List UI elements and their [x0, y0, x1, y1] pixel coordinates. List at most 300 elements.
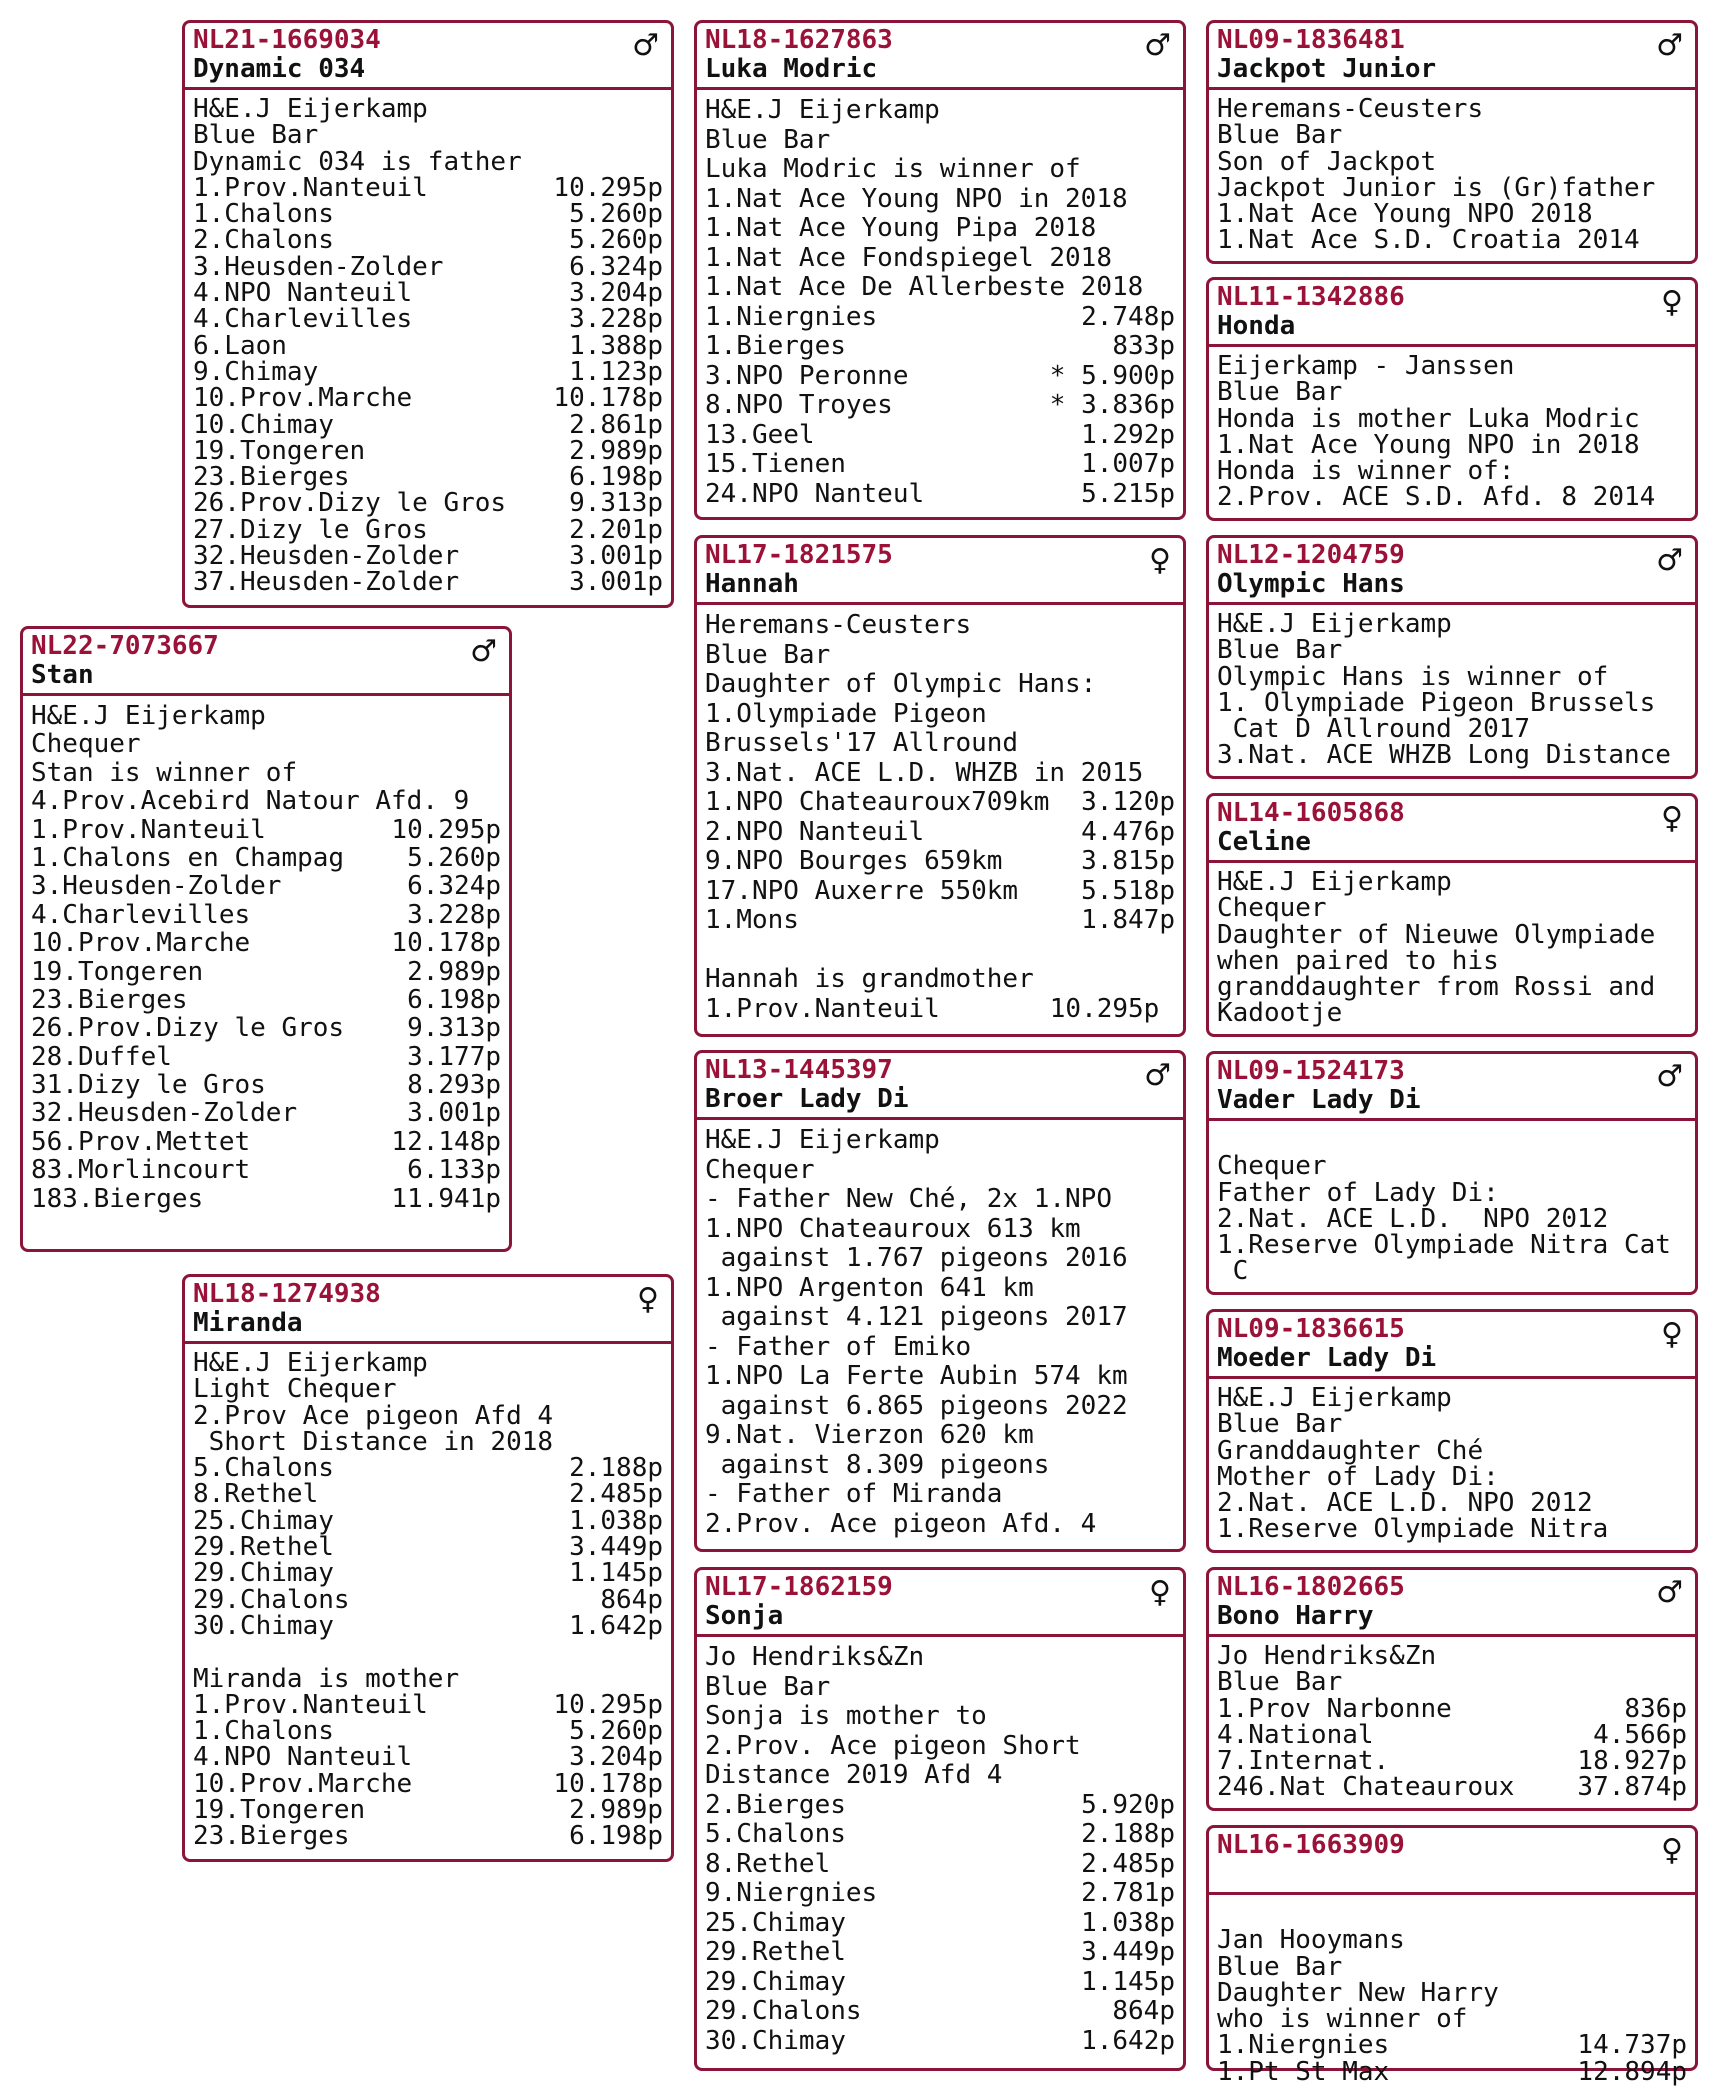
points-value: 5.215p — [1081, 478, 1175, 509]
line-text: 10.Prov.Marche — [193, 383, 413, 414]
line-text: Olympic Hans is winner of — [1217, 661, 1609, 692]
result-line — [1217, 1514, 1687, 1545]
result-line — [193, 1453, 663, 1484]
ring-number: NL18-1627863 — [705, 25, 893, 55]
pigeon-card — [1206, 535, 1698, 779]
points-value: 3.001p — [569, 567, 663, 598]
line-text: H&E.J Eijerkamp — [1217, 1383, 1452, 1413]
line-text: 1.Prov.Nanteuil — [193, 1689, 428, 1720]
line-text: 1.Nat Ace De Allerbeste 2018 — [705, 272, 1144, 302]
points-value: 2.748p — [1081, 301, 1175, 332]
line-text: 2.Prov. Ace pigeon Afd. 4 — [705, 1508, 1097, 1539]
line-text: against 1.767 pigeons 2016 — [705, 1243, 1128, 1273]
ring-number: NL11-1342886 — [1217, 282, 1405, 312]
pigeon-name: Jackpot Junior — [1217, 54, 1437, 84]
result-line — [193, 541, 663, 572]
male-symbol-icon: ♂ — [1144, 28, 1171, 63]
result-line — [31, 1156, 501, 1184]
pigeon-name: Miranda — [193, 1308, 303, 1338]
line-text: 3.Nat. ACE WHZB Long Distance — [1217, 740, 1671, 771]
result-line — [1217, 1230, 1687, 1261]
line-text: Stan is winner of — [31, 757, 298, 788]
result-line — [705, 611, 1175, 641]
line-text: 13.Geel — [705, 419, 815, 450]
line-text: 1.Reserve Olympiade Nitra — [1217, 1514, 1609, 1545]
line-text: Kadootje — [1217, 998, 1343, 1029]
line-text: 9.Chimay — [193, 356, 319, 387]
result-line — [1217, 1901, 1687, 1927]
line-text: 2.Chalons — [193, 225, 334, 256]
result-line — [705, 995, 1175, 1025]
pigeon-card — [1206, 1567, 1698, 1811]
result-line — [193, 1350, 663, 1376]
result-line — [31, 958, 501, 986]
result-line — [1217, 1951, 1687, 1982]
line-text: 25.Chimay — [193, 1505, 334, 1536]
card-body — [1209, 605, 1695, 773]
points-value: 3.204p — [569, 1742, 663, 1773]
line-text: Heremans-Ceusters — [705, 610, 972, 640]
pigeon-card — [182, 20, 674, 608]
ring-number: NL22-7073667 — [31, 631, 219, 661]
card-body — [185, 1344, 671, 1854]
line-text: 2.Bierges — [705, 1789, 846, 1820]
result-line — [705, 1215, 1175, 1245]
line-text: 32.Heusden-Zolder — [31, 1098, 298, 1129]
line-text: Mother of Lady Di: — [1217, 1461, 1499, 1492]
pigeon-name: Broer Lady Di — [705, 1084, 909, 1114]
points-value: 3.204p — [569, 278, 663, 309]
male-symbol-icon: ♂ — [632, 28, 659, 63]
result-line — [705, 700, 1175, 730]
line-text: 29.Rethel — [705, 1937, 846, 1967]
result-line — [705, 1274, 1175, 1304]
line-text: H&E.J Eijerkamp — [1217, 867, 1452, 897]
line-text: Jan Hooymans — [1217, 1925, 1405, 1956]
result-line — [1217, 1772, 1687, 1803]
points-value: 3.228p — [407, 899, 501, 930]
result-line — [1217, 377, 1687, 408]
pigeon-card — [694, 535, 1186, 1037]
result-line — [1217, 1667, 1687, 1698]
result-line — [193, 1768, 663, 1799]
line-text: 1.Nat Ace Young Pipa 2018 — [705, 213, 1097, 243]
line-text: Blue Bar — [1217, 1667, 1343, 1698]
line-text: 1.NPO Chateauroux 613 km — [705, 1213, 1081, 1244]
line-text: 1.Niergnies — [705, 301, 878, 332]
result-line — [193, 1795, 663, 1826]
result-line — [705, 1185, 1175, 1215]
result-line — [1217, 482, 1687, 513]
line-text: Heremans-Ceusters — [1217, 94, 1484, 124]
line-text: 1.Prov.Nanteuil — [31, 814, 266, 845]
line-text: Light Chequer — [193, 1374, 397, 1405]
points-value: 10.295p — [553, 1689, 663, 1720]
result-line — [193, 1479, 663, 1510]
card-body — [1209, 1895, 1695, 2089]
line-text: H&E.J Eijerkamp — [1217, 609, 1452, 639]
line-text: 1.NPO Argenton 641 km — [705, 1272, 1034, 1303]
result-line — [705, 847, 1175, 877]
line-text: against 6.865 pigeons 2022 — [705, 1390, 1128, 1421]
card-body — [1209, 1379, 1695, 1547]
result-line — [31, 702, 501, 730]
points-value: 6.324p — [569, 251, 663, 282]
line-text: - Father of Miranda — [705, 1479, 1003, 1509]
ring-number: NL12-1204759 — [1217, 540, 1405, 570]
ring-number: NL17-1821575 — [705, 540, 893, 570]
line-text: 2.Nat. ACE L.D. NPO 2012 — [1217, 1203, 1609, 1234]
result-line — [193, 96, 663, 122]
result-line — [705, 965, 1175, 995]
card-body — [697, 90, 1183, 513]
result-line — [705, 332, 1175, 362]
result-line — [705, 906, 1175, 936]
points-value: 3.120p — [1081, 787, 1175, 817]
card-header — [1209, 280, 1695, 347]
ring-number: NL09-1836481 — [1217, 25, 1405, 55]
result-line — [1217, 1461, 1687, 1492]
result-line — [193, 251, 663, 282]
result-line — [705, 1156, 1175, 1186]
result-line — [705, 1732, 1175, 1762]
result-line — [1217, 1977, 1687, 2008]
result-line — [705, 1643, 1175, 1673]
result-line — [1217, 2056, 1687, 2087]
line-text: Father of Lady Di: — [1217, 1177, 1499, 1208]
line-text: 1.NPO La Ferte Aubin 574 km — [705, 1361, 1128, 1391]
result-line — [193, 120, 663, 151]
line-text: Distance 2019 Afd 4 — [705, 1760, 1003, 1790]
result-line — [705, 1303, 1175, 1333]
line-text: 24.NPO Nanteul — [705, 478, 925, 509]
line-text: Cat D Allround 2017 — [1217, 714, 1531, 745]
result-line — [705, 1879, 1175, 1909]
line-text: Honda is mother Luka Modric — [1217, 403, 1640, 434]
result-line — [1217, 972, 1687, 1003]
points-value: 1.642p — [569, 1610, 663, 1641]
result-line — [193, 1400, 663, 1431]
card-body — [1209, 347, 1695, 515]
ring-number: NL14-1605868 — [1217, 798, 1405, 828]
line-text: Daughter New Harry — [1217, 1977, 1499, 2008]
points-value: 1.038p — [1081, 1907, 1175, 1938]
result-line — [193, 383, 663, 414]
line-text: Blue Bar — [193, 120, 319, 151]
line-text: 246.Nat Chateauroux — [1217, 1772, 1515, 1803]
card-header — [1209, 1312, 1695, 1379]
result-line — [193, 1610, 663, 1641]
result-line — [31, 844, 501, 872]
points-value: 6.133p — [407, 1155, 501, 1186]
pigeon-card — [694, 1050, 1186, 1552]
result-line — [31, 986, 501, 1014]
result-line — [1217, 1385, 1687, 1411]
line-text: H&E.J Eijerkamp — [705, 1125, 940, 1155]
line-text: 10.Prov.Marche — [193, 1768, 413, 1799]
pigeon-card — [1206, 20, 1698, 264]
line-text: Dynamic 034 is father — [193, 146, 522, 177]
card-body — [1209, 90, 1695, 258]
result-line — [705, 1480, 1175, 1510]
result-line — [705, 214, 1175, 244]
result-line — [193, 1505, 663, 1536]
points-value: 5.260p — [569, 1716, 663, 1747]
result-line — [193, 225, 663, 256]
pigeon-name: Moeder Lady Di — [1217, 1343, 1437, 1373]
result-line — [31, 1014, 501, 1042]
line-text: 1.Prov.Nanteuil — [193, 172, 428, 203]
line-text: 1.Reserve Olympiade Nitra Cat — [1217, 1230, 1671, 1261]
result-line — [1217, 120, 1687, 151]
result-line — [193, 488, 663, 519]
result-line — [1217, 1719, 1687, 1750]
points-value: 10.178p — [553, 383, 663, 414]
card-body — [697, 1120, 1183, 1543]
result-line — [705, 273, 1175, 303]
result-line — [193, 1821, 663, 1852]
line-text: 1. Olympiade Pigeon Brussels — [1217, 687, 1656, 718]
line-text: 5.Chalons — [193, 1453, 334, 1484]
result-line — [705, 244, 1175, 274]
line-text: 1.Nat Ace Fondspiegel 2018 — [705, 242, 1112, 273]
result-line — [705, 126, 1175, 156]
result-line — [705, 641, 1175, 671]
result-line — [1217, 1746, 1687, 1777]
line-text: 2.Prov. Ace pigeon Short — [705, 1730, 1081, 1761]
pigeon-card — [182, 1274, 674, 1862]
result-line — [705, 1362, 1175, 1392]
result-line — [705, 303, 1175, 333]
line-text: 4.National — [1217, 1719, 1374, 1750]
line-text: 15.Tienen — [705, 449, 846, 479]
line-text: Blue Bar — [705, 639, 831, 670]
result-line — [705, 362, 1175, 392]
points-value: 3.001p — [407, 1098, 501, 1129]
pigeon-card — [694, 1567, 1186, 2071]
male-symbol-icon: ♂ — [1656, 1059, 1683, 1094]
line-text: 183.Bierges — [31, 1183, 204, 1214]
points-value: 4.566p — [1593, 1719, 1687, 1750]
line-text: Daughter of Nieuwe Olympiade — [1217, 919, 1656, 950]
result-line — [1217, 96, 1687, 122]
result-line — [1217, 740, 1687, 771]
line-text: 23.Bierges — [31, 984, 188, 1015]
result-line — [705, 1702, 1175, 1732]
card-body — [697, 1637, 1183, 2060]
line-text: 9.NPO Bourges 659km — [705, 846, 1003, 876]
card-body — [185, 90, 671, 600]
result-line — [1217, 1127, 1687, 1153]
result-line — [193, 330, 663, 361]
result-line — [705, 670, 1175, 700]
result-line — [31, 1099, 501, 1127]
result-line — [1217, 456, 1687, 487]
line-text: Blue Bar — [1217, 1951, 1343, 1982]
result-line — [1217, 1693, 1687, 1724]
points-value: 8.293p — [407, 1070, 501, 1101]
female-symbol-icon: ♀ — [637, 1282, 659, 1317]
line-text: 19.Tongeren — [31, 956, 204, 987]
line-text: who is winner of — [1217, 2004, 1468, 2035]
line-text: 27.Dizy le Gros — [193, 514, 428, 545]
points-value: 833p — [1112, 331, 1175, 361]
line-text: against 4.121 pigeons 2017 — [705, 1302, 1128, 1332]
result-line — [1217, 225, 1687, 256]
result-line — [1217, 635, 1687, 666]
line-text: 4.Prov.Acebird Natour Afd. 9 — [31, 786, 470, 817]
pigeon-card — [1206, 277, 1698, 521]
line-text: Chequer — [1217, 1151, 1327, 1182]
points-value: 3.449p — [569, 1532, 663, 1563]
points-value: 1.847p — [1081, 905, 1175, 935]
result-line — [193, 462, 663, 493]
result-line — [705, 788, 1175, 818]
result-line — [705, 1510, 1175, 1540]
line-text: Blue Bar — [705, 1671, 831, 1702]
male-symbol-icon: ♂ — [470, 634, 497, 669]
result-line — [1217, 1435, 1687, 1466]
line-text: 23.Bierges — [193, 462, 350, 493]
pigeon-name — [1217, 1860, 1687, 1888]
result-line — [705, 1673, 1175, 1703]
pigeon-name: Honda — [1217, 311, 1296, 341]
result-line — [193, 409, 663, 440]
result-line — [1217, 2030, 1687, 2061]
result-line — [1217, 611, 1687, 637]
line-text: 1.Chalons en Champag — [31, 842, 345, 873]
card-body — [23, 696, 509, 1217]
points-value: 2.201p — [569, 514, 663, 545]
result-line — [193, 356, 663, 387]
line-text: Jo Hendriks&Zn — [705, 1642, 925, 1672]
ring-number: NL09-1524173 — [1217, 1056, 1405, 1086]
result-line — [705, 1244, 1175, 1274]
line-text: 29.Rethel — [193, 1532, 334, 1563]
result-line — [193, 199, 663, 230]
result-line — [1217, 2004, 1687, 2035]
result-line — [193, 1639, 663, 1665]
line-text: when paired to his — [1217, 945, 1499, 976]
line-text: 2.NPO Nanteuil — [705, 816, 925, 847]
pigeon-card — [1206, 1051, 1698, 1295]
result-line — [705, 1333, 1175, 1363]
line-text: 1.Chalons — [193, 199, 334, 230]
result-line — [705, 936, 1175, 966]
points-value: 2.989p — [569, 1795, 663, 1826]
points-value: 2.188p — [1081, 1819, 1175, 1849]
line-text: 83.Morlincourt — [31, 1155, 251, 1186]
line-text: 56.Prov.Mettet — [31, 1126, 251, 1157]
line-text: 3.Heusden-Zolder — [31, 871, 282, 902]
pigeon-name: Celine — [1217, 827, 1311, 857]
result-line — [193, 278, 663, 309]
line-text: Blue Bar — [1217, 1409, 1343, 1440]
result-line — [193, 1689, 663, 1720]
points-value: 864p — [600, 1584, 663, 1615]
points-value: 5.260p — [407, 842, 501, 873]
result-line — [193, 567, 663, 598]
line-text: 37.Heusden-Zolder — [193, 567, 460, 598]
line-text: 29.Chimay — [705, 1966, 846, 1997]
points-value: 5.920p — [1081, 1789, 1175, 1820]
card-header — [697, 1053, 1183, 1120]
points-value: 6.198p — [569, 1821, 663, 1852]
line-text: 4.NPO Nanteuil — [193, 278, 413, 309]
line-text: 9.Nat. Vierzon 620 km — [705, 1420, 1034, 1450]
pigeon-card — [694, 20, 1186, 520]
points-value: 3.449p — [1081, 1937, 1175, 1967]
points-value: 1.123p — [569, 356, 663, 387]
line-text: 3.Nat. ACE L.D. WHZB in 2015 — [705, 757, 1144, 788]
points-value: 2.188p — [569, 1453, 663, 1484]
line-text: Jackpot Junior is (Gr)father — [1217, 172, 1656, 203]
points-value: 11.941p — [391, 1183, 501, 1214]
line-text: granddaughter from Rossi and — [1217, 972, 1656, 1003]
result-line — [193, 304, 663, 335]
line-text: 9.Niergnies — [705, 1878, 878, 1908]
result-line — [705, 421, 1175, 451]
female-symbol-icon: ♀ — [1661, 285, 1683, 320]
result-line — [31, 1128, 501, 1156]
line-text: 26.Prov.Dizy le Gros — [31, 1013, 345, 1044]
line-text: 1.Bierges — [705, 331, 846, 361]
line-text: 25.Chimay — [705, 1907, 846, 1938]
points-value: 5.518p — [1081, 875, 1175, 906]
line-text: 19.Tongeren — [193, 1795, 366, 1826]
line-text: 30.Chimay — [705, 2025, 846, 2056]
points-value: 6.324p — [407, 871, 501, 902]
pigeon-card — [1206, 1309, 1698, 1553]
result-line — [1217, 1643, 1687, 1669]
line-text: 1.Mons — [705, 905, 799, 935]
points-value: 3.177p — [407, 1041, 501, 1072]
line-text: 32.Heusden-Zolder — [193, 541, 460, 572]
male-symbol-icon: ♂ — [1144, 1058, 1171, 1093]
ring-number: NL21-1669034 — [193, 25, 381, 55]
female-symbol-icon: ♀ — [1149, 543, 1171, 578]
result-line — [705, 1909, 1175, 1939]
points-value: 2.989p — [569, 435, 663, 466]
line-text: 1.Nat Ace Young NPO in 2018 — [705, 183, 1128, 214]
points-value: 2.485p — [1081, 1848, 1175, 1879]
pigeon-card — [1206, 1825, 1698, 2087]
points-value: 3.815p — [1081, 846, 1175, 876]
result-line — [705, 1850, 1175, 1880]
card-header — [23, 629, 509, 696]
result-line — [31, 1071, 501, 1099]
result-line — [1217, 172, 1687, 203]
result-line — [1217, 403, 1687, 434]
line-text: Eijerkamp - Janssen — [1217, 351, 1515, 381]
points-value: 2.861p — [569, 409, 663, 440]
result-line — [31, 1043, 501, 1071]
line-text: 29.Chimay — [193, 1558, 334, 1589]
line-text: Daughter of Olympic Hans: — [705, 669, 1097, 699]
male-symbol-icon: ♂ — [1656, 28, 1683, 63]
line-text: 10.Chimay — [193, 409, 334, 440]
line-text: 1.Nat Ace Young NPO 2018 — [1217, 199, 1593, 230]
line-text: 4.Charlevilles — [193, 304, 413, 335]
points-value: 9.313p — [569, 488, 663, 519]
result-line — [1217, 1177, 1687, 1208]
result-line — [1217, 353, 1687, 379]
card-header — [697, 23, 1183, 90]
line-text: 1.Nat Ace Young NPO in 2018 — [1217, 429, 1640, 460]
result-line — [193, 146, 663, 177]
points-value: 4.476p — [1081, 816, 1175, 847]
line-text: Jo Hendriks&Zn — [1217, 1641, 1437, 1671]
